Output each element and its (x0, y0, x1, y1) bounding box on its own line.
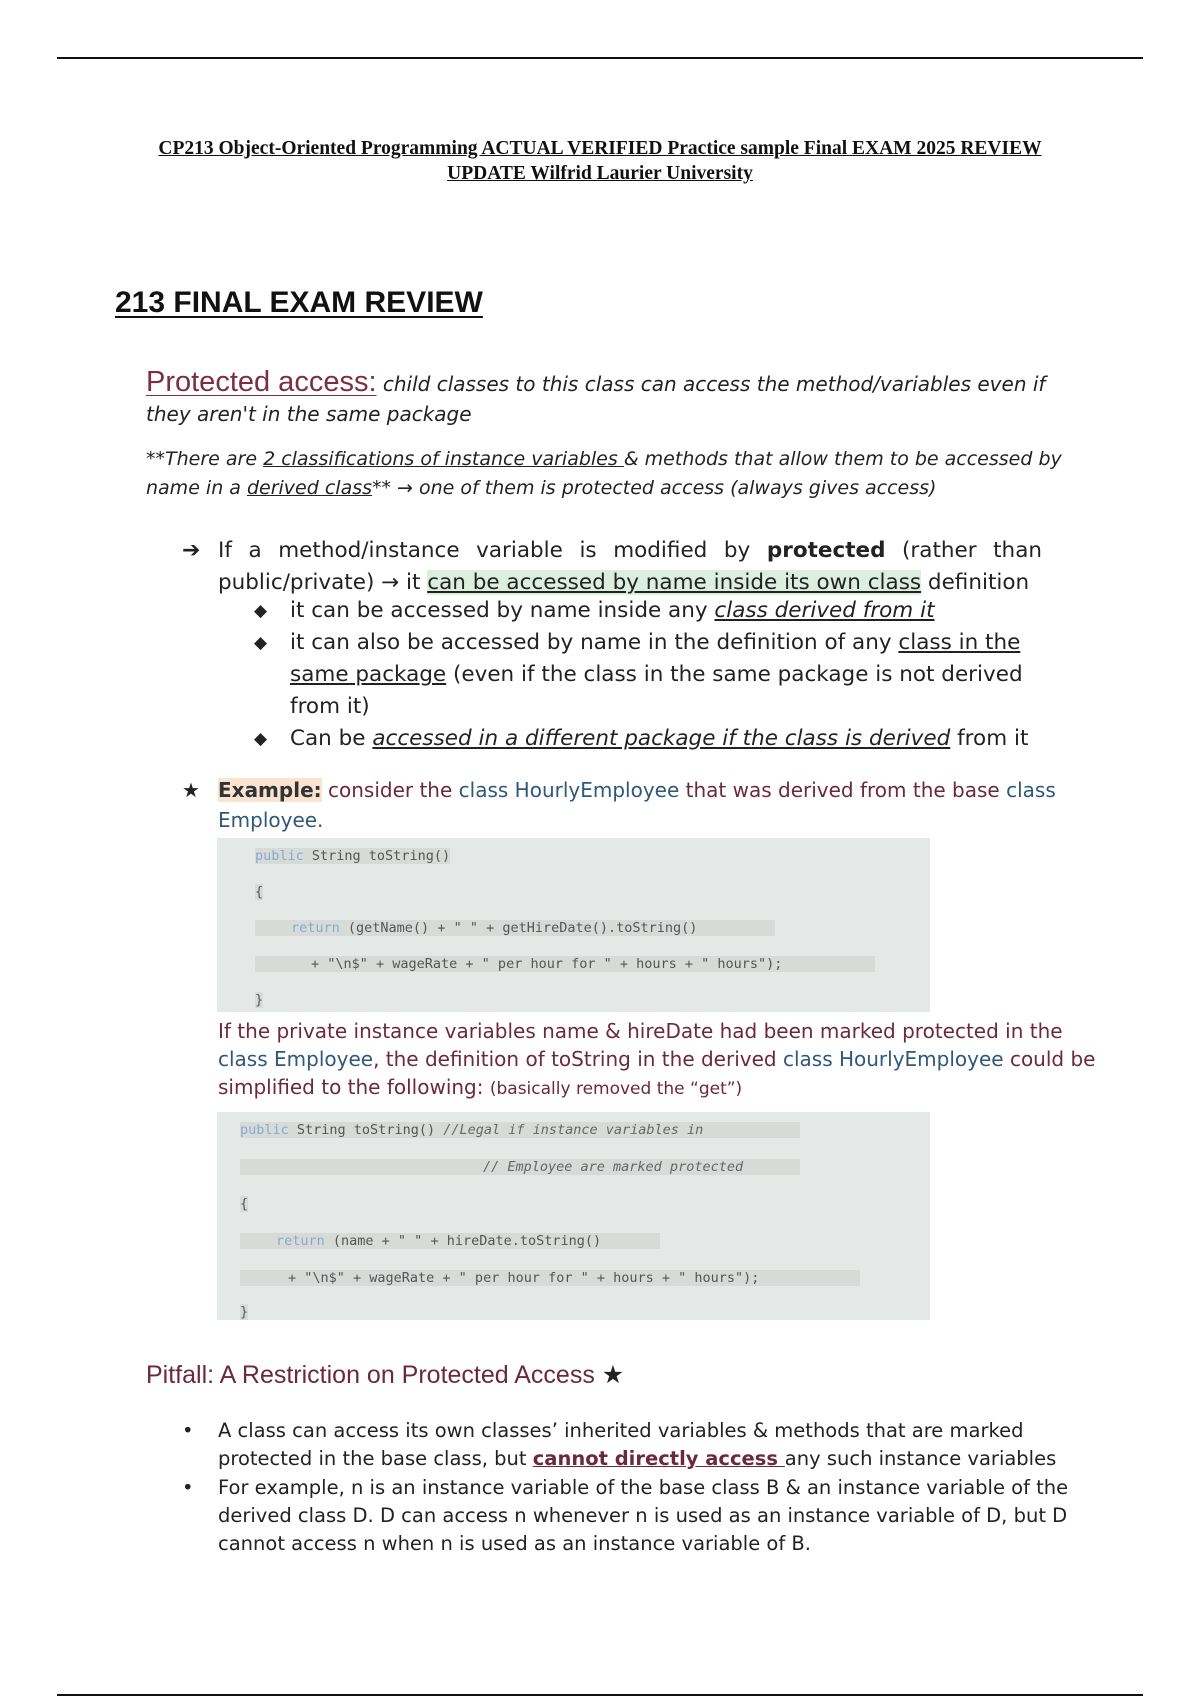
code-line: public String toString() //Legal if instance variables in (240, 1122, 800, 1138)
bottom-rule (57, 1694, 1143, 1696)
bullet-icon: • (182, 1476, 194, 1499)
code-line: + "\n$" + wageRate + " per hour for " + hours + " hours"); (240, 1270, 860, 1286)
bullet-icon: • (182, 1419, 194, 1442)
protected-rule-list (254, 595, 1054, 755)
star-icon: ★ (601, 1361, 625, 1389)
simplification-paragraph: If the private instance variables name & hireDate had been marked protected in the class Employee, the definition of toString in the derived class HourlyEmployee could be simplified to the following: (basically removed the “get”) (218, 1019, 1096, 1099)
example-label: Example: (218, 778, 322, 802)
code-line: { (240, 1196, 249, 1212)
code-line: // Employee are marked protected (240, 1159, 800, 1175)
star-icon: ★ (182, 778, 200, 802)
document-title (100, 136, 1100, 186)
list-item: ◆ it can also be accessed by name in the definition of any class in the same package (even if the class in the same package is not derived from it) (254, 627, 1054, 723)
protected-access-definition (146, 368, 1096, 430)
diamond-bullet-icon: ◆ (254, 633, 268, 653)
list-item: ◆ it can be accessed by name inside any class derived from it (254, 595, 1054, 627)
code-block-simplified (217, 1112, 930, 1320)
protected-rule: ➔ If a method/instance variable is modified by protected (rather than public/private) → it can be accessed by name inside its own class definition (182, 535, 1042, 599)
diamond-bullet-icon: ◆ (254, 601, 268, 621)
title-line-2: UPDATE Wilfrid Laurier University (447, 163, 753, 184)
list-item: • A class can access its own classes’ inherited variables & methods that are marked protected in the base class, but cannot directly access any such instance variables (182, 1419, 1057, 1470)
diamond-bullet-icon: ◆ (254, 729, 268, 749)
example-intro: ★ Example: consider the class HourlyEmployee that was derived from the base class Employee. (182, 775, 1082, 835)
code-line: { (255, 884, 264, 900)
code-line: + "\n$" + wageRate + " per hour for " + hours + " hours"); (255, 956, 875, 972)
code-line: public String toString() (255, 848, 451, 864)
classifications-underline: 2 classifications of instance variables (263, 448, 624, 470)
code-line: return (name + " " + hireDate.toString() (240, 1233, 660, 1249)
code-line: } (255, 992, 264, 1008)
cannot-access-emphasis: cannot directly access (532, 1447, 785, 1470)
title-line-1: CP213 Object-Oriented Programming ACTUAL VERIFIED Practice sample Final EXAM 2025 REVIEW (158, 138, 1042, 159)
classifications-note: **There are 2 classifications of instance variables & methods that allow them to be accessed by name in a derived class** → one of them is protected access (always gives access) (146, 448, 1062, 499)
pitfall-list (182, 1417, 1082, 1559)
arrow-icon: ➔ (182, 538, 201, 563)
list-item: • For example, n is an instance variable of the base class B & an instance variable of the derived class D. D can access n whenever n is used as an instance variable of D, but D cannot access n when n is used as an instance variable of B. (182, 1476, 1069, 1555)
pitfall-heading: Pitfall: A Restriction on Protected Access ★ (146, 1361, 625, 1389)
code-block-original (217, 838, 930, 1012)
code-line: return (getName() + " " + getHireDate().toString() (255, 920, 775, 936)
code-line: } (240, 1304, 249, 1320)
own-class-highlight: can be accessed by name inside its own class (427, 570, 922, 595)
protected-access-term: Protected access: (146, 366, 377, 398)
list-item: ◆ Can be accessed in a different package if the class is derived from it (254, 723, 1054, 755)
protected-access-text: child classes to this class can access the method/variables even if they aren't in the same package (146, 372, 1046, 426)
derived-class-underline: derived class (246, 477, 373, 499)
top-rule (57, 57, 1143, 59)
page-heading: 213 FINAL EXAM REVIEW (115, 286, 483, 319)
protected-keyword: protected (766, 538, 886, 563)
